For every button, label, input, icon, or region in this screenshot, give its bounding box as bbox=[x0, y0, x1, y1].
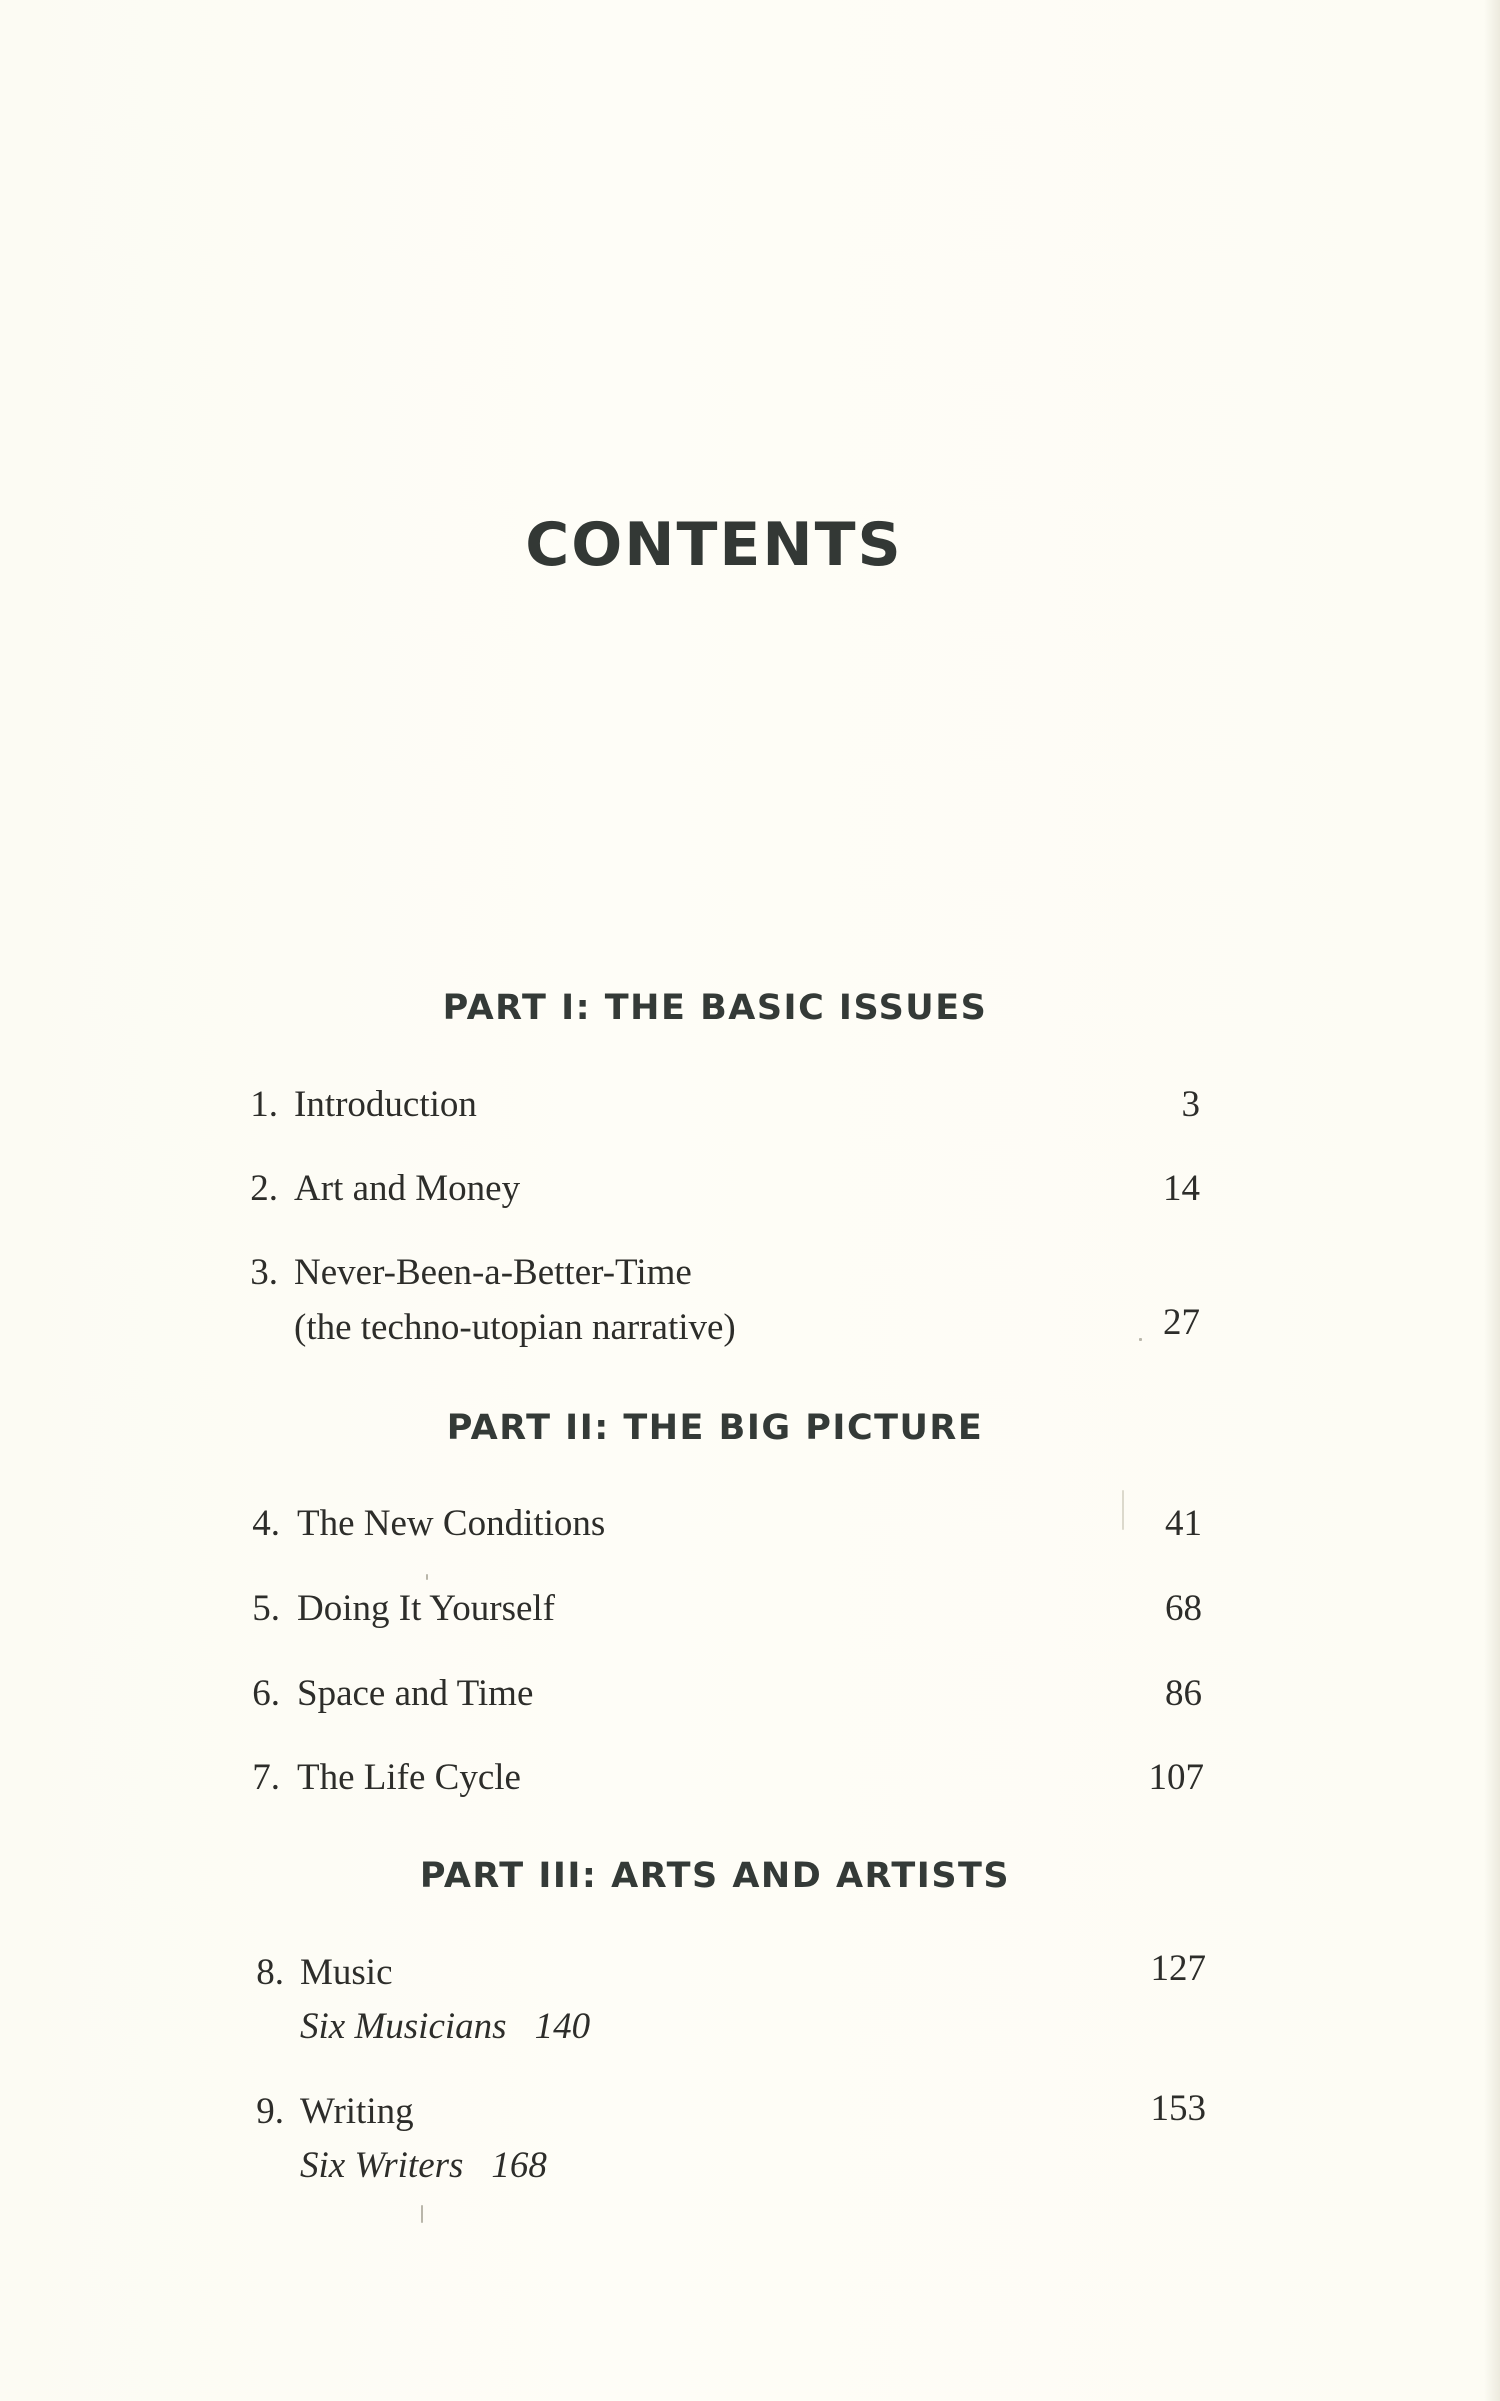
page-edge-shadow bbox=[1484, 0, 1500, 2401]
subentry-title: Six Musicians bbox=[300, 2006, 507, 2047]
entry-number: 5. bbox=[252, 1588, 280, 1629]
toc-subentry-9[interactable] bbox=[300, 2144, 547, 2187]
entry-page-number: 3 bbox=[1181, 1084, 1200, 1125]
entry-number: 1. bbox=[250, 1084, 278, 1125]
entry-number: 4. bbox=[252, 1503, 280, 1544]
scan-speck bbox=[426, 1574, 428, 1580]
entry-number: 6. bbox=[252, 1673, 280, 1714]
entry-number: 8. bbox=[256, 1952, 284, 1993]
entry-title: The Life Cycle bbox=[297, 1757, 521, 1798]
entry-title: Never-Been-a-Better-Time bbox=[294, 1252, 692, 1293]
entry-title: Introduction bbox=[294, 1084, 477, 1125]
entry-number: 3. bbox=[250, 1252, 278, 1293]
part-heading-1: PART I: THE BASIC ISSUES bbox=[442, 988, 988, 1028]
subentry-title: Six Writers bbox=[300, 2145, 464, 2186]
entry-title: Art and Money bbox=[294, 1168, 521, 1209]
entry-title: The New Conditions bbox=[297, 1503, 606, 1544]
entry-title: Space and Time bbox=[297, 1673, 534, 1714]
entry-page-number: 27 bbox=[1163, 1302, 1200, 1343]
entry-page-number: 68 bbox=[1165, 1588, 1202, 1629]
subentry-page-number: 168 bbox=[491, 2145, 547, 2186]
toc-subentry-8[interactable] bbox=[300, 2005, 590, 2048]
entry-page-number: 14 bbox=[1163, 1168, 1200, 1209]
entry-number: 7. bbox=[252, 1757, 280, 1798]
scan-speck bbox=[1139, 1338, 1142, 1341]
entry-page-number: 107 bbox=[1148, 1757, 1204, 1798]
entry-page-number: 86 bbox=[1165, 1673, 1202, 1714]
page-title: CONTENTS bbox=[525, 510, 903, 580]
entry-title-line2: (the techno-utopian narrative) bbox=[294, 1307, 736, 1348]
subentry-page-number: 140 bbox=[534, 2006, 591, 2047]
entry-page-number: 153 bbox=[1150, 2088, 1206, 2129]
entry-page-number: 127 bbox=[1150, 1948, 1206, 1989]
entry-page-number: 41 bbox=[1165, 1503, 1202, 1544]
part-heading-3: PART III: ARTS AND ARTISTS bbox=[419, 1856, 1011, 1896]
entry-title: Music bbox=[300, 1952, 393, 1993]
scan-speck bbox=[421, 2205, 423, 2223]
part-heading-2: PART II: THE BIG PICTURE bbox=[446, 1408, 984, 1448]
entry-number: 2. bbox=[250, 1168, 278, 1209]
scan-speck bbox=[1122, 1490, 1124, 1530]
entry-number: 9. bbox=[256, 2091, 284, 2132]
entry-title: Writing bbox=[300, 2091, 414, 2132]
entry-title: Doing It Yourself bbox=[297, 1588, 555, 1629]
